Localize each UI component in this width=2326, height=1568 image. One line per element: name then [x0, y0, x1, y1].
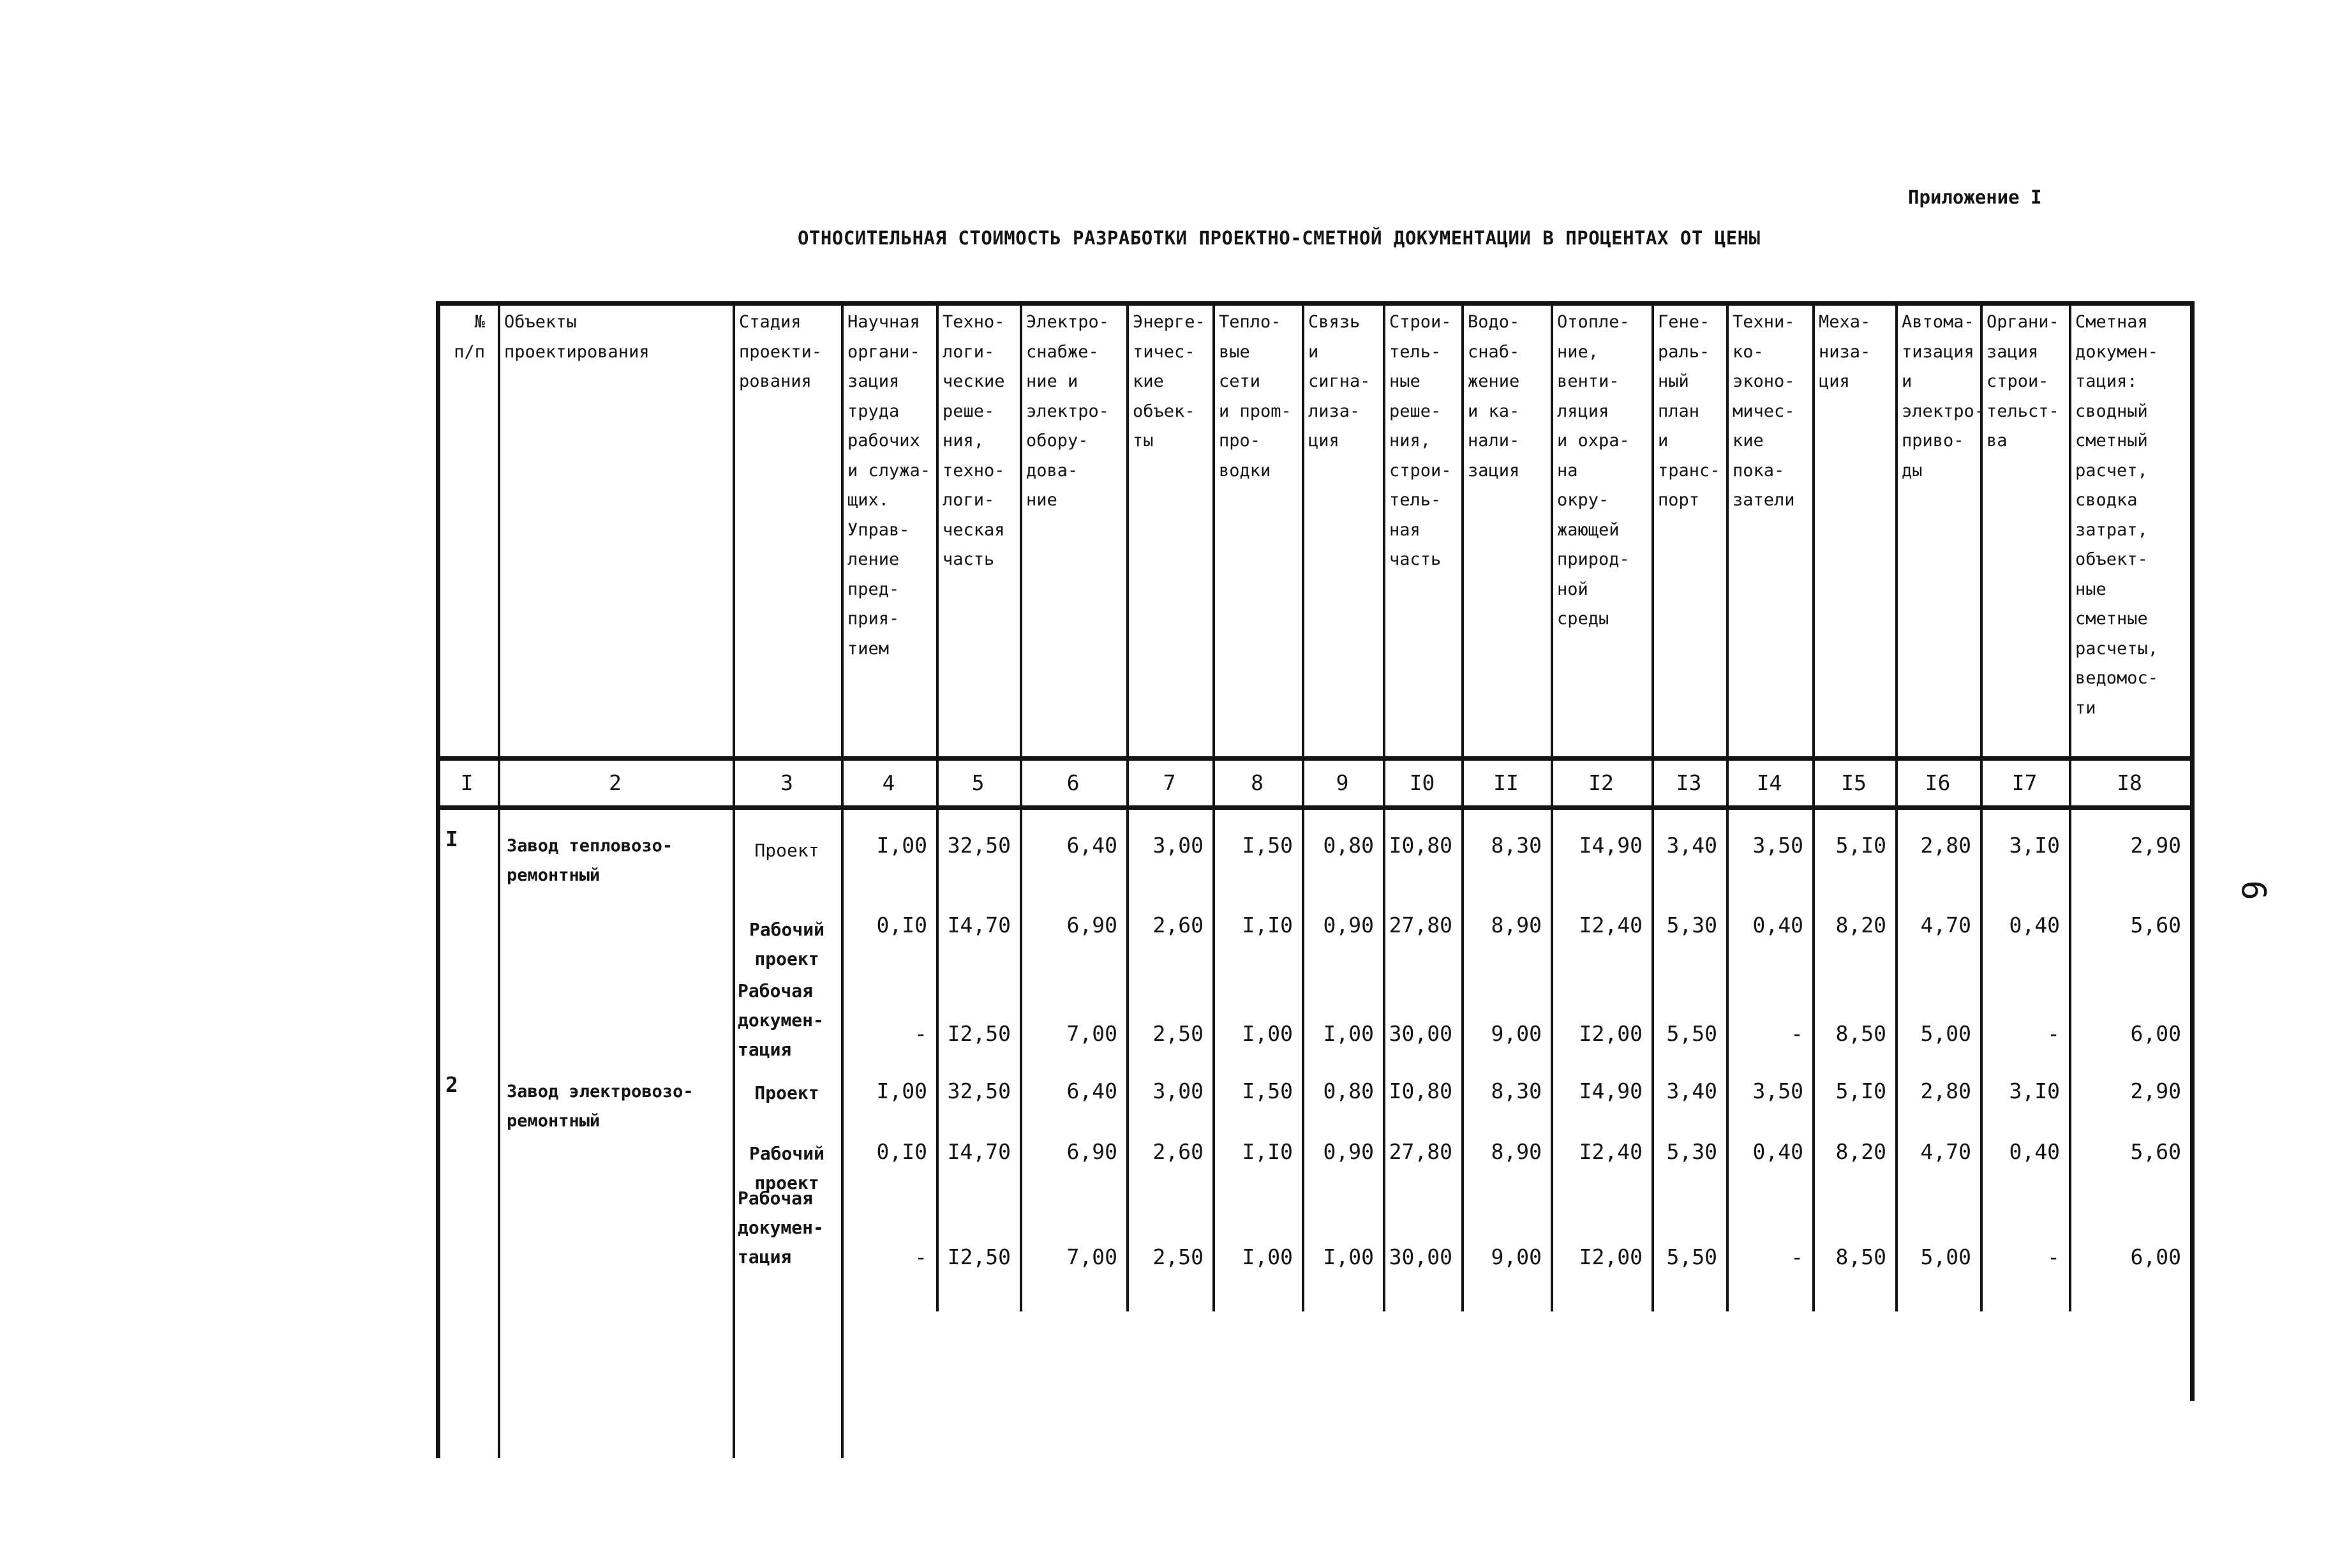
column-divider — [1651, 301, 1654, 1311]
cell-value: 32,50 — [947, 1079, 1011, 1103]
cell-value: 0,I0 — [876, 1139, 927, 1164]
appendix-label: Приложение I — [1908, 186, 2042, 208]
stage-label: Рабочая докумен- тация — [738, 980, 824, 1060]
cell-value: 6,00 — [2130, 1244, 2181, 1269]
cell-value: - — [2047, 1021, 2060, 1046]
cell-value: I,00 — [876, 1079, 927, 1103]
cell-value: I2,00 — [1579, 1244, 1643, 1269]
cell-value: I2,50 — [947, 1021, 1011, 1046]
object-name: Завод электровозо- ремонтный — [507, 1082, 694, 1131]
cell-value: 6,40 — [1066, 833, 1117, 858]
cell-value: 3,40 — [1666, 1079, 1717, 1103]
column-number: I8 — [2117, 770, 2142, 795]
cell-value: - — [914, 1244, 927, 1269]
cell-value: 0,40 — [1752, 1139, 1803, 1164]
stage-label: Рабочая докумен- тация — [738, 1188, 824, 1267]
object-index: I — [445, 826, 458, 851]
cell-value: 27,80 — [1389, 1139, 1452, 1164]
cell-value: 2,90 — [2130, 833, 2181, 858]
cell-value: 2,50 — [1152, 1244, 1204, 1269]
cell-value: 9,00 — [1491, 1021, 1542, 1046]
page-number: 6 — [2233, 880, 2272, 900]
cell-value: 4,70 — [1920, 1139, 1971, 1164]
column-header: Объекты проектирования — [504, 312, 650, 362]
cell-value: 5,30 — [1666, 1139, 1717, 1164]
stage-label: Проект — [754, 840, 819, 861]
number-row-rule — [436, 805, 2190, 810]
column-header: Отопле- ние, венти- ляция и охра- на окру- жающей природ- ной среды — [1557, 312, 1630, 629]
cell-value: I2,00 — [1579, 1021, 1643, 1046]
cell-value: 3,50 — [1752, 833, 1803, 858]
cell-value: I4,70 — [947, 1139, 1011, 1164]
cell-value: I,50 — [1242, 833, 1293, 858]
column-header: Тепло- вые сети и прom- про- водки — [1219, 312, 1292, 481]
column-divider — [841, 301, 844, 1458]
cell-value: 7,00 — [1066, 1244, 1117, 1269]
cell-value: - — [1791, 1021, 1803, 1046]
column-header: Автома- тизация и электро- приво- ды — [1902, 312, 1985, 481]
column-header: Техно- логи- ческие реше- ния, техно- логи- ческая часть — [943, 312, 1005, 569]
column-divider — [1551, 301, 1553, 1311]
cell-value: I4,90 — [1579, 1079, 1643, 1103]
column-number: 9 — [1336, 770, 1349, 795]
column-number: 8 — [1251, 770, 1264, 795]
stage-label: Рабочий проект — [749, 1143, 824, 1193]
column-number: 3 — [780, 770, 793, 795]
cell-value: 0,40 — [2009, 1139, 2060, 1164]
cell-value: 8,50 — [1835, 1021, 1886, 1046]
column-number: I6 — [1925, 770, 1951, 795]
column-divider — [733, 301, 735, 1458]
cell-value: 9,00 — [1491, 1244, 1542, 1269]
cell-value: I0,80 — [1389, 1079, 1452, 1103]
cell-value: 8,20 — [1835, 1139, 1886, 1164]
column-divider — [1020, 301, 1022, 1311]
column-header: № п/п — [454, 312, 485, 362]
cell-value: I2,40 — [1579, 913, 1643, 937]
cell-value: I4,70 — [947, 913, 1011, 937]
document-title: ОТНОСИТЕЛЬНАЯ СТОИМОСТЬ РАЗРАБОТКИ ПРОЕКТНО-СМЕТНОЙ ДОКУМЕНТАЦИИ В ПРОЦЕНТАХ ОТ ЦЕНЫ — [798, 227, 1761, 249]
column-number: 5 — [971, 770, 985, 795]
cell-value: 2,50 — [1152, 1021, 1204, 1046]
cell-value: I,00 — [1242, 1021, 1293, 1046]
column-header: Научная органи- зация труда рабочих и служа- щих. Управ- ление пред- прия- тием — [847, 312, 931, 659]
column-divider — [1383, 301, 1385, 1311]
cell-value: 6,90 — [1066, 1139, 1117, 1164]
column-number: I5 — [1841, 770, 1867, 795]
column-number: I — [460, 770, 473, 795]
column-number: I0 — [1409, 770, 1435, 795]
cell-value: 0,90 — [1323, 1139, 1374, 1164]
cell-value: 8,50 — [1835, 1244, 1886, 1269]
cell-value: 5,50 — [1666, 1244, 1717, 1269]
cell-value: - — [914, 1021, 927, 1046]
cell-value: I,00 — [1323, 1021, 1374, 1046]
cell-value: 6,90 — [1066, 913, 1117, 937]
column-number: I7 — [2011, 770, 2038, 795]
stage-label: Рабочий проект — [749, 919, 824, 969]
cell-value: 3,I0 — [2009, 1079, 2060, 1103]
cell-value: I2,50 — [947, 1244, 1011, 1269]
header-bottom-rule — [436, 756, 2190, 761]
column-header: Энерге- тичес- кие объек- ты — [1133, 312, 1205, 451]
column-divider — [1126, 301, 1129, 1311]
column-header: Электро- снабже- ние и электро- обору- дова- ние — [1026, 312, 1110, 510]
object-index: 2 — [445, 1072, 458, 1097]
column-header: Гене- раль- ный план и транс- порт — [1658, 312, 1720, 510]
column-number: I4 — [1756, 770, 1782, 795]
cell-value: 8,20 — [1835, 913, 1886, 937]
column-header: Меха- низа- ция — [1819, 312, 1871, 391]
column-header: Стадия проекти- рования — [739, 312, 823, 391]
cell-value: 2,60 — [1152, 913, 1204, 937]
cell-value: I0,80 — [1389, 833, 1452, 858]
cell-value: 32,50 — [947, 833, 1011, 858]
column-number: 2 — [609, 770, 622, 795]
cell-value: 3,50 — [1752, 1079, 1803, 1103]
cell-value: 5,00 — [1920, 1021, 1971, 1046]
stage-label: Проект — [754, 1082, 819, 1103]
cell-value: I,50 — [1242, 1079, 1293, 1103]
cell-value: I,I0 — [1242, 1139, 1293, 1164]
column-number: II — [1493, 770, 1519, 795]
cell-value: I,00 — [876, 833, 927, 858]
column-divider — [1812, 301, 1815, 1311]
cell-value: 2,80 — [1920, 833, 1971, 858]
cell-value: 5,60 — [2130, 913, 2181, 937]
column-number: I2 — [1588, 770, 1614, 795]
column-number: 6 — [1066, 770, 1080, 795]
cell-value: 3,40 — [1666, 833, 1717, 858]
cell-value: 6,00 — [2130, 1021, 2181, 1046]
column-header: Техни- ко- эконо- мичес- кие пока- затели — [1733, 312, 1795, 510]
column-header: Органи- зация строи- тельст- ва — [1987, 312, 2059, 451]
cell-value: 0,80 — [1323, 833, 1374, 858]
cell-value: I2,40 — [1579, 1139, 1643, 1164]
cell-value: I,00 — [1242, 1244, 1293, 1269]
cell-value: I,I0 — [1242, 913, 1293, 937]
cell-value: 2,80 — [1920, 1079, 1971, 1103]
column-number: I3 — [1676, 770, 1702, 795]
column-number: 4 — [882, 770, 895, 795]
column-header: Строи- тель- ные реше- ния, строи- тель- ная часть — [1389, 312, 1452, 569]
cell-value: 7,00 — [1066, 1021, 1117, 1046]
cell-value: 30,00 — [1389, 1244, 1452, 1269]
cell-value: 5,I0 — [1835, 833, 1886, 858]
cell-value: I4,90 — [1579, 833, 1643, 858]
cell-value: 27,80 — [1389, 913, 1452, 937]
cell-value: 2,60 — [1152, 1139, 1204, 1164]
column-divider — [2069, 301, 2071, 1311]
cell-value: 3,I0 — [2009, 833, 2060, 858]
column-header: Сметная докумен- тация: сводный сметный расчет, сводка затрат, объект- ные сметные расчеты, ведомос- ти — [2075, 312, 2159, 718]
column-number: 7 — [1163, 770, 1176, 795]
cell-value: 0,90 — [1323, 913, 1374, 937]
cell-value: 0,I0 — [876, 913, 927, 937]
cell-value: I,00 — [1323, 1244, 1374, 1269]
cell-value: - — [2047, 1244, 2060, 1269]
cell-value: 3,00 — [1152, 833, 1204, 858]
column-divider — [498, 301, 500, 1458]
cell-value: 8,30 — [1491, 833, 1542, 858]
cell-value: 5,60 — [2130, 1139, 2181, 1164]
column-divider — [436, 301, 440, 1458]
cell-value: 5,I0 — [1835, 1079, 1886, 1103]
cell-value: 6,40 — [1066, 1079, 1117, 1103]
cell-value: 8,30 — [1491, 1079, 1542, 1103]
cell-value: 3,00 — [1152, 1079, 1204, 1103]
cell-value: 5,00 — [1920, 1244, 1971, 1269]
column-header: Связь и сигна- лиза- ция — [1308, 312, 1371, 451]
cell-value: 4,70 — [1920, 913, 1971, 937]
column-divider — [1895, 301, 1898, 1311]
cell-value: 8,90 — [1491, 1139, 1542, 1164]
column-divider — [2190, 301, 2195, 1401]
cell-value: - — [1791, 1244, 1803, 1269]
cell-value: 0,40 — [1752, 913, 1803, 937]
cell-value: 2,90 — [2130, 1079, 2181, 1103]
column-header: Водо- снаб- жение и ка- нали- зация — [1468, 312, 1520, 481]
column-divider — [1726, 301, 1729, 1311]
cell-value: 30,00 — [1389, 1021, 1452, 1046]
column-divider — [936, 301, 939, 1311]
object-name: Завод тепловозо- ремонтный — [507, 836, 673, 885]
cell-value: 0,40 — [2009, 913, 2060, 937]
column-divider — [1212, 301, 1215, 1311]
column-divider — [1302, 301, 1304, 1311]
cell-value: 5,30 — [1666, 913, 1717, 937]
cell-value: 5,50 — [1666, 1021, 1717, 1046]
cell-value: 8,90 — [1491, 913, 1542, 937]
column-divider — [1461, 301, 1464, 1311]
cell-value: 0,80 — [1323, 1079, 1374, 1103]
table-top-border — [436, 301, 2190, 306]
